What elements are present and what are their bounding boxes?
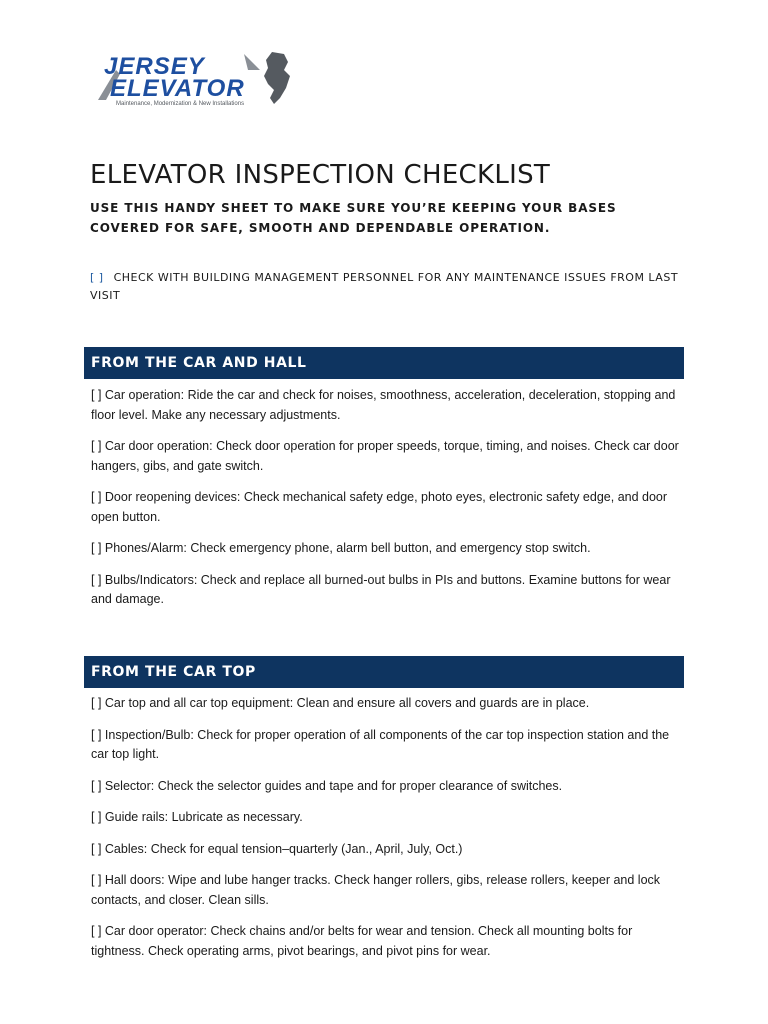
section-items-car-and-hall xyxy=(91,386,681,622)
intro-item-text: CHECK WITH BUILDING MANAGEMENT PERSONNEL FOR ANY MAINTENANCE ISSUES FROM LAST VISIT xyxy=(90,271,679,302)
checklist-item: [ ] Car top and all car top equipment: Clean and ensure all covers and guards are in place. xyxy=(91,696,590,710)
checklist-item: [ ] Door reopening devices: Check mechanical safety edge, photo eyes, electronic safety edge, and door open button. xyxy=(91,490,668,524)
checklist-item: [ ] Car operation: Ride the car and check for noises, smoothness, acceleration, deceleration, stopping and floor level. Make any necessary adjustments. xyxy=(91,388,676,422)
jersey-elevator-logo-icon xyxy=(94,48,294,110)
section-items-car-top xyxy=(91,694,681,973)
checklist-item: [ ] Inspection/Bulb: Check for proper operation of all components of the car top inspection station and the car top light. xyxy=(91,727,670,761)
checklist-item: [ ] Phones/Alarm: Check emergency phone, alarm bell button, and emergency stop switch. xyxy=(91,541,591,555)
section-heading-car-and-hall: FROM THE CAR AND HALL xyxy=(84,347,684,379)
logo-arrow-icon xyxy=(244,54,260,70)
new-jersey-map-icon xyxy=(264,52,290,104)
section-heading-car-top: FROM THE CAR TOP xyxy=(84,656,684,688)
checklist-item: [ ] Cables: Check for equal tension–quarterly (Jan., April, July, Oct.) xyxy=(91,841,463,856)
logo-text-top: JERSEY xyxy=(104,53,205,80)
intro-checkbox[interactable]: [ ] xyxy=(90,271,104,284)
checklist-item: [ ] Hall doors: Wipe and lube hanger tracks. Check hanger rollers, gibs, release rollers, keeper and lock contacts, and closer. Clean sills. xyxy=(91,873,661,907)
checklist-item: [ ] Selector: Check the selector guides and tape and for proper clearance of switches. xyxy=(91,778,563,793)
document-subtitle: USE THIS HANDY SHEET TO MAKE SURE YOU’RE KEEPING YOUR BASES COVERED FOR SAFE, SMOOTH AND DEPENDABLE OPERATION. xyxy=(90,201,617,235)
checklist-item: [ ] Guide rails: Lubricate as necessary. xyxy=(91,810,303,824)
document-title: ELEVATOR INSPECTION CHECKLIST xyxy=(90,160,551,190)
company-logo xyxy=(94,48,294,110)
intro-checklist-item xyxy=(90,269,690,305)
logo-tagline: Maintenance, Modernization & New Installations xyxy=(116,101,245,107)
checklist-item: [ ] Bulbs/Indicators: Check and replace all burned-out bulbs in PIs and buttons. Examine buttons for wear and damage. xyxy=(91,572,671,606)
checklist-item: [ ] Car door operator: Check chains and/or belts for wear and tension. Check all mounting bolts for tightness. Check operating arms, pivot bearings, and pivot pins for wear. xyxy=(91,924,633,958)
logo-text-bottom: ELEVATOR xyxy=(110,75,245,102)
checklist-item: [ ] Car door operation: Check door operation for proper speeds, torque, timing, and noises. Check car door hangers, gibs, and gate switch. xyxy=(91,439,679,473)
